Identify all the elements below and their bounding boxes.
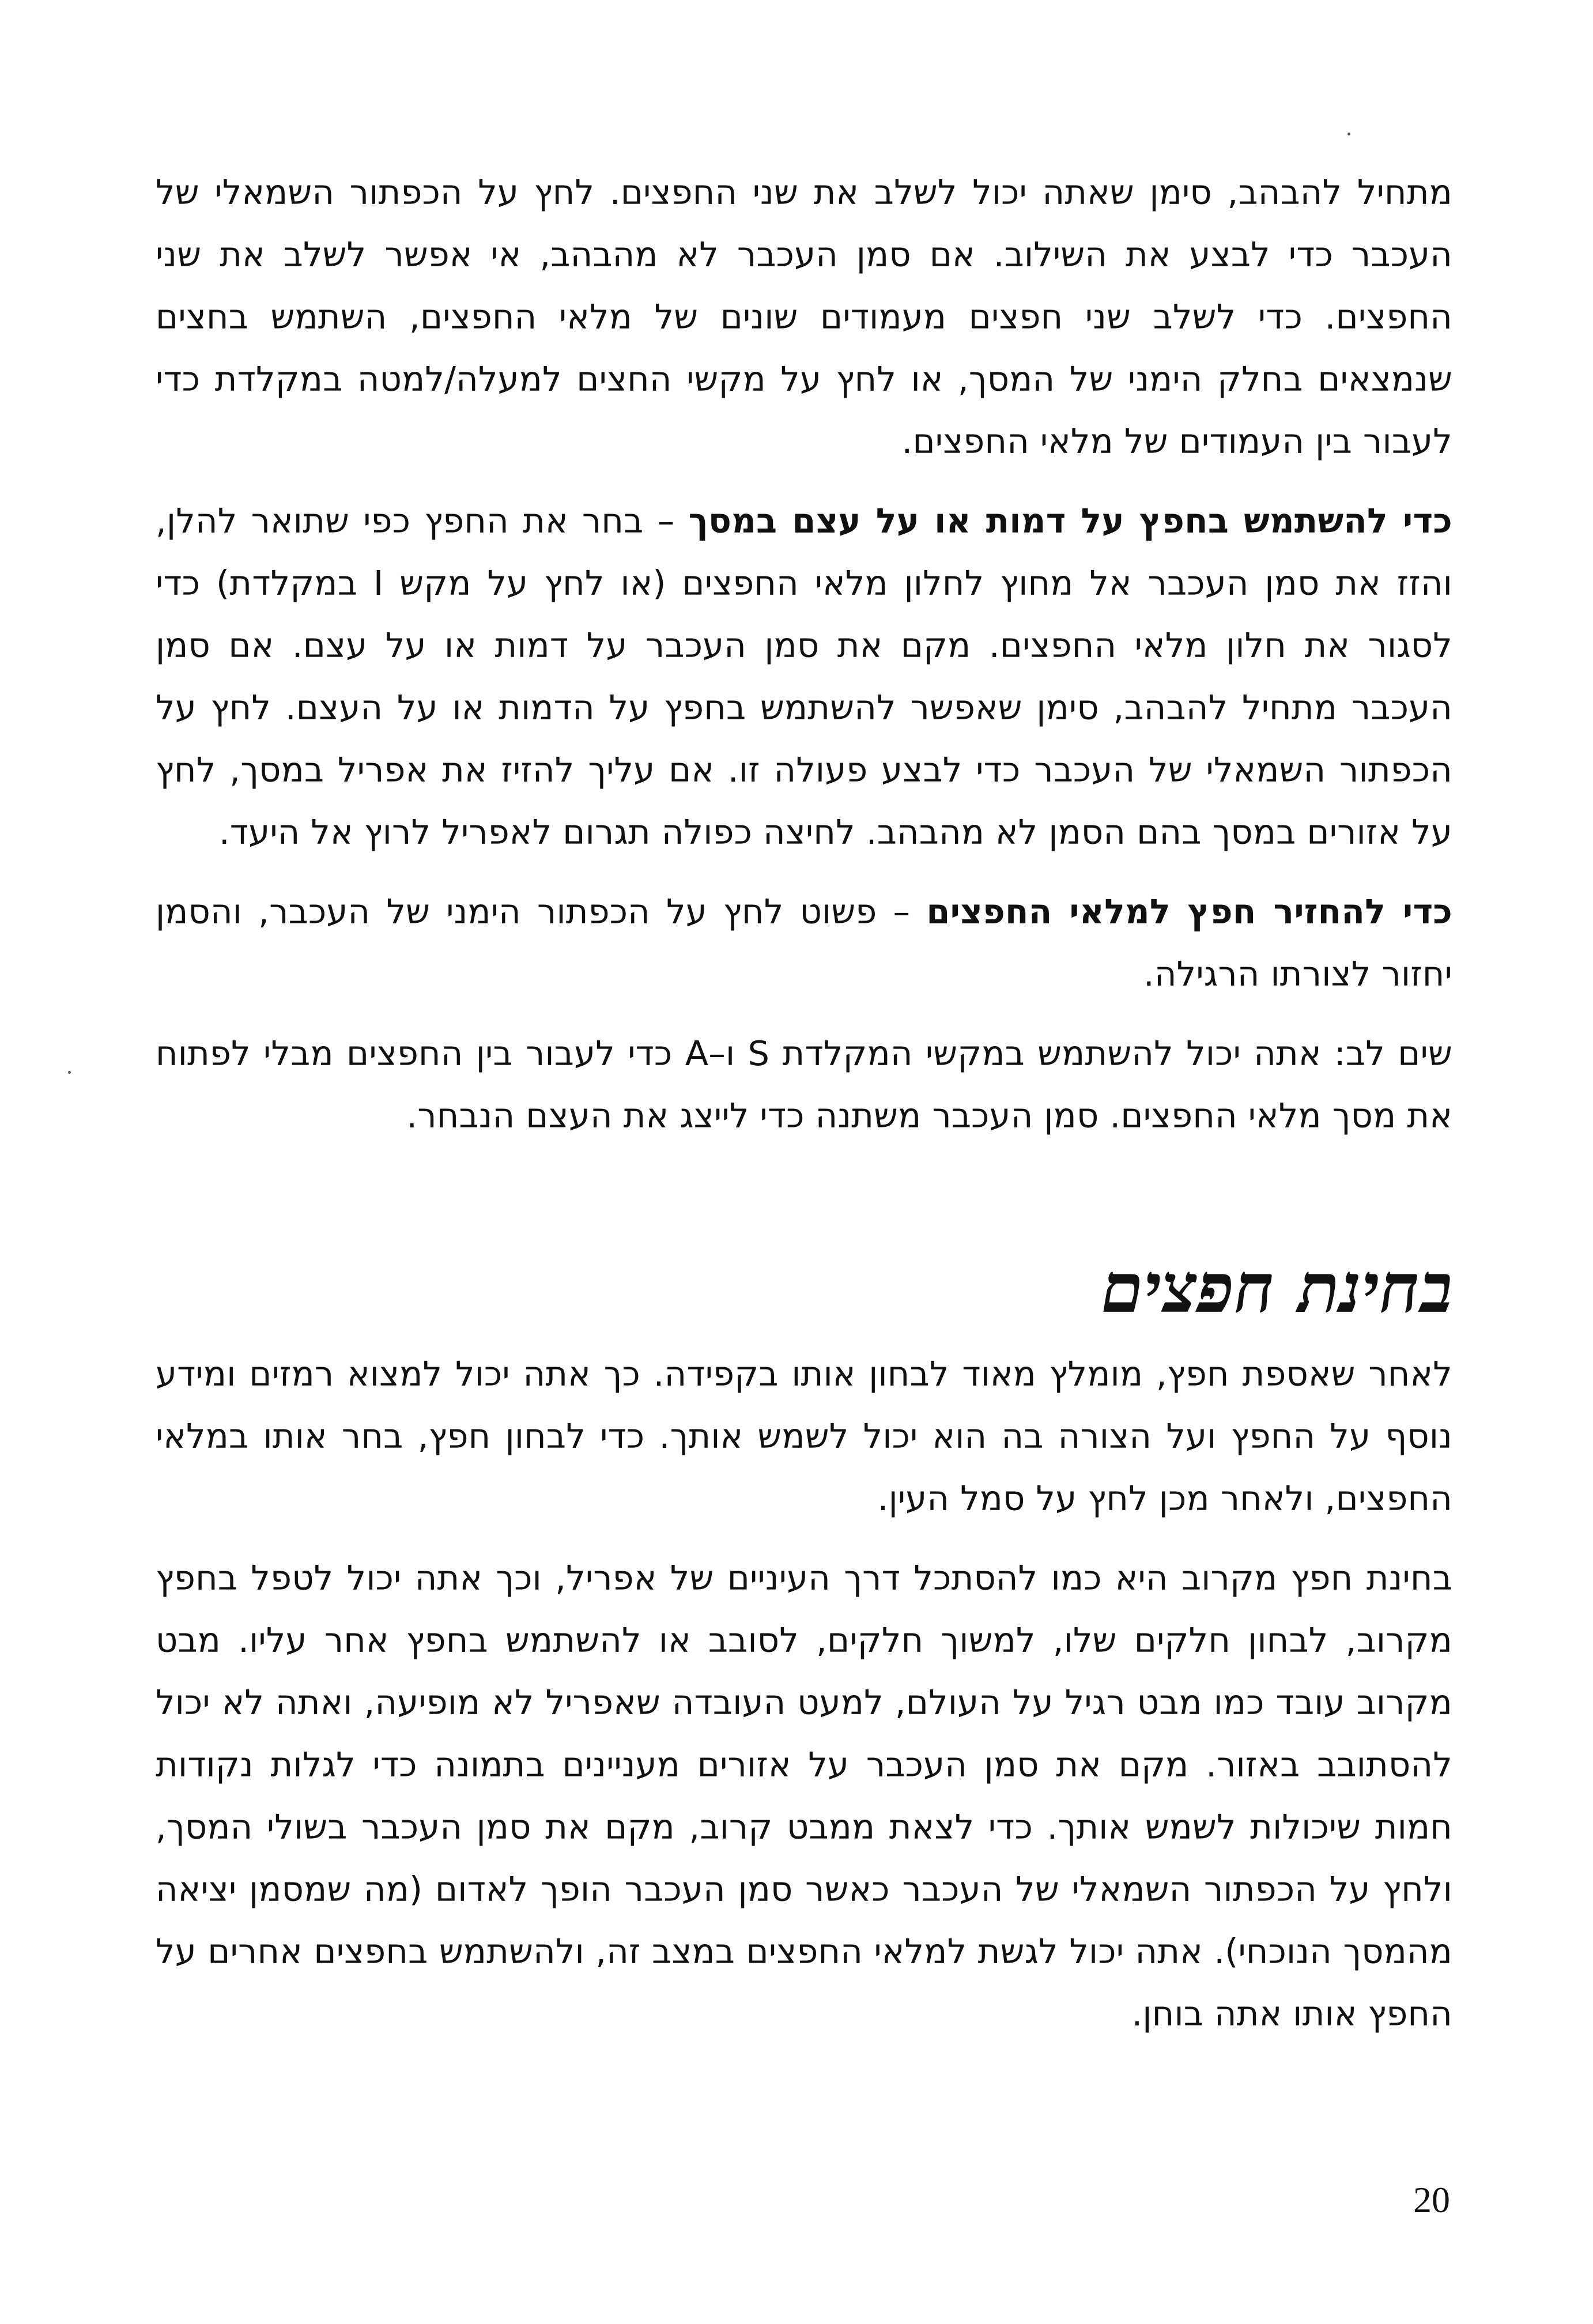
document-page xyxy=(156,161,1452,2062)
paragraph-closeup-view: בחינת חפץ מקרוב היא כמו להסתכל דרך העיניים של אפריל, וכך אתה יכול לטפל בחפץ מקרוב, לבחון חלקים שלו, למשוך חלקים, לסובב או להשתמש בחפץ אחר עליו. מבט מקרוב עובד כמו מבט רגיל על העולם, למעט העובדה שאפריל לא מופיעה, ואתה לא יכול להסתובב באזור. מקם את סמן העכבר על אזורים מעניינים בתמונה כדי לגלות נקודות חמות שיכולות לשמש אותך. כדי לצאת ממבט קרוב, מקם את סמן העכבר בשולי המסך, ולחץ על הכפתור השמאלי של העכבר כאשר סמן העכבר הופך לאדום (מה שמסמן יציאה מהמסך הנוכחי). אתה יכול לגשת למלאי החפצים במצב זה, ולהשתמש בחפצים אחרים על החפץ אותו אתה בוחן. xyxy=(156,1558,1452,2033)
paragraph-lead-use-item: כדי להשתמש בחפץ על דמות או על עצם במסך xyxy=(688,501,1452,541)
paragraph-combine-items: מתחיל להבהב, סימן שאתה יכול לשלב את שני החפצים. לחץ על הכפתור השמאלי של העכבר כדי לבצע את השילוב. אם סמן העכבר לא מהבהב, אי אפשר לשלב את שני החפצים. כדי לשלב שני חפצים מעמודים שונים של מלאי החפצים, השתמש בחצים שנמצאים בחלק הימני של המסך, או לחץ על מקשי החצים למעלה/למטה במקלדת כדי לעבור בין העמודים של מלאי החפצים. xyxy=(156,172,1452,461)
scan-speck xyxy=(1347,133,1350,135)
paragraph-examine-intro: לאחר שאספת חפץ, מומלץ מאוד לבחון אותו בקפידה. כך אתה יכול למצוא רמזים ומידע נוסף על החפץ ועל הצורה בה הוא יכול לשמש אותך. כדי לבחון חפץ, בחר אותו במלאי החפצים, ולאחר מכן לחץ על סמל העין. xyxy=(156,1354,1452,1518)
paragraph-note-keys: שים לב: אתה יכול להשתמש במקשי המקלדת S ו–A כדי לעבור בין החפצים מבלי לפתוח את מסך מלאי החפצים. סמן העכבר משתנה כדי לייצג את העצם הנבחר. xyxy=(156,1033,1452,1135)
paragraph-use-item-on-object xyxy=(156,490,1452,863)
page-number: 20 xyxy=(1413,2179,1450,2220)
section-heading-examining-items: בחינת חפצים xyxy=(1101,1248,1452,1328)
paragraph-lead-return-item: כדי להחזיר חפץ למלאי החפצים xyxy=(926,892,1452,931)
paragraph-return-item xyxy=(156,881,1452,1005)
paragraph-body-return-item: – פשוט לחץ על הכפתור הימני של העכבר, והסמן יחזור לצורתו הרגילה. xyxy=(156,892,1452,994)
paragraph-body-use-item: – בחר את החפץ כפי שתואר להלן, והזז את סמן העכבר אל מחוץ לחלון מלאי החפצים (או לחץ על מקש I במקלדת) כדי לסגור את חלון מלאי החפצים. מקם את סמן העכבר על דמות או על עצם. אם סמן העכבר מתחיל להבהב, סימן שאפשר להשתמש בחפץ על הדמות או על העצם. לחץ על הכפתור השמאלי של העכבר כדי לבצע פעולה זו. אם עליך להזיז את אפריל במסך, לחץ על אזורים במסך בהם הסמן לא מהבהב. לחיצה כפולה תגרום לאפריל לרוץ אל היעד. xyxy=(156,501,1452,852)
scan-speck xyxy=(68,1071,71,1074)
